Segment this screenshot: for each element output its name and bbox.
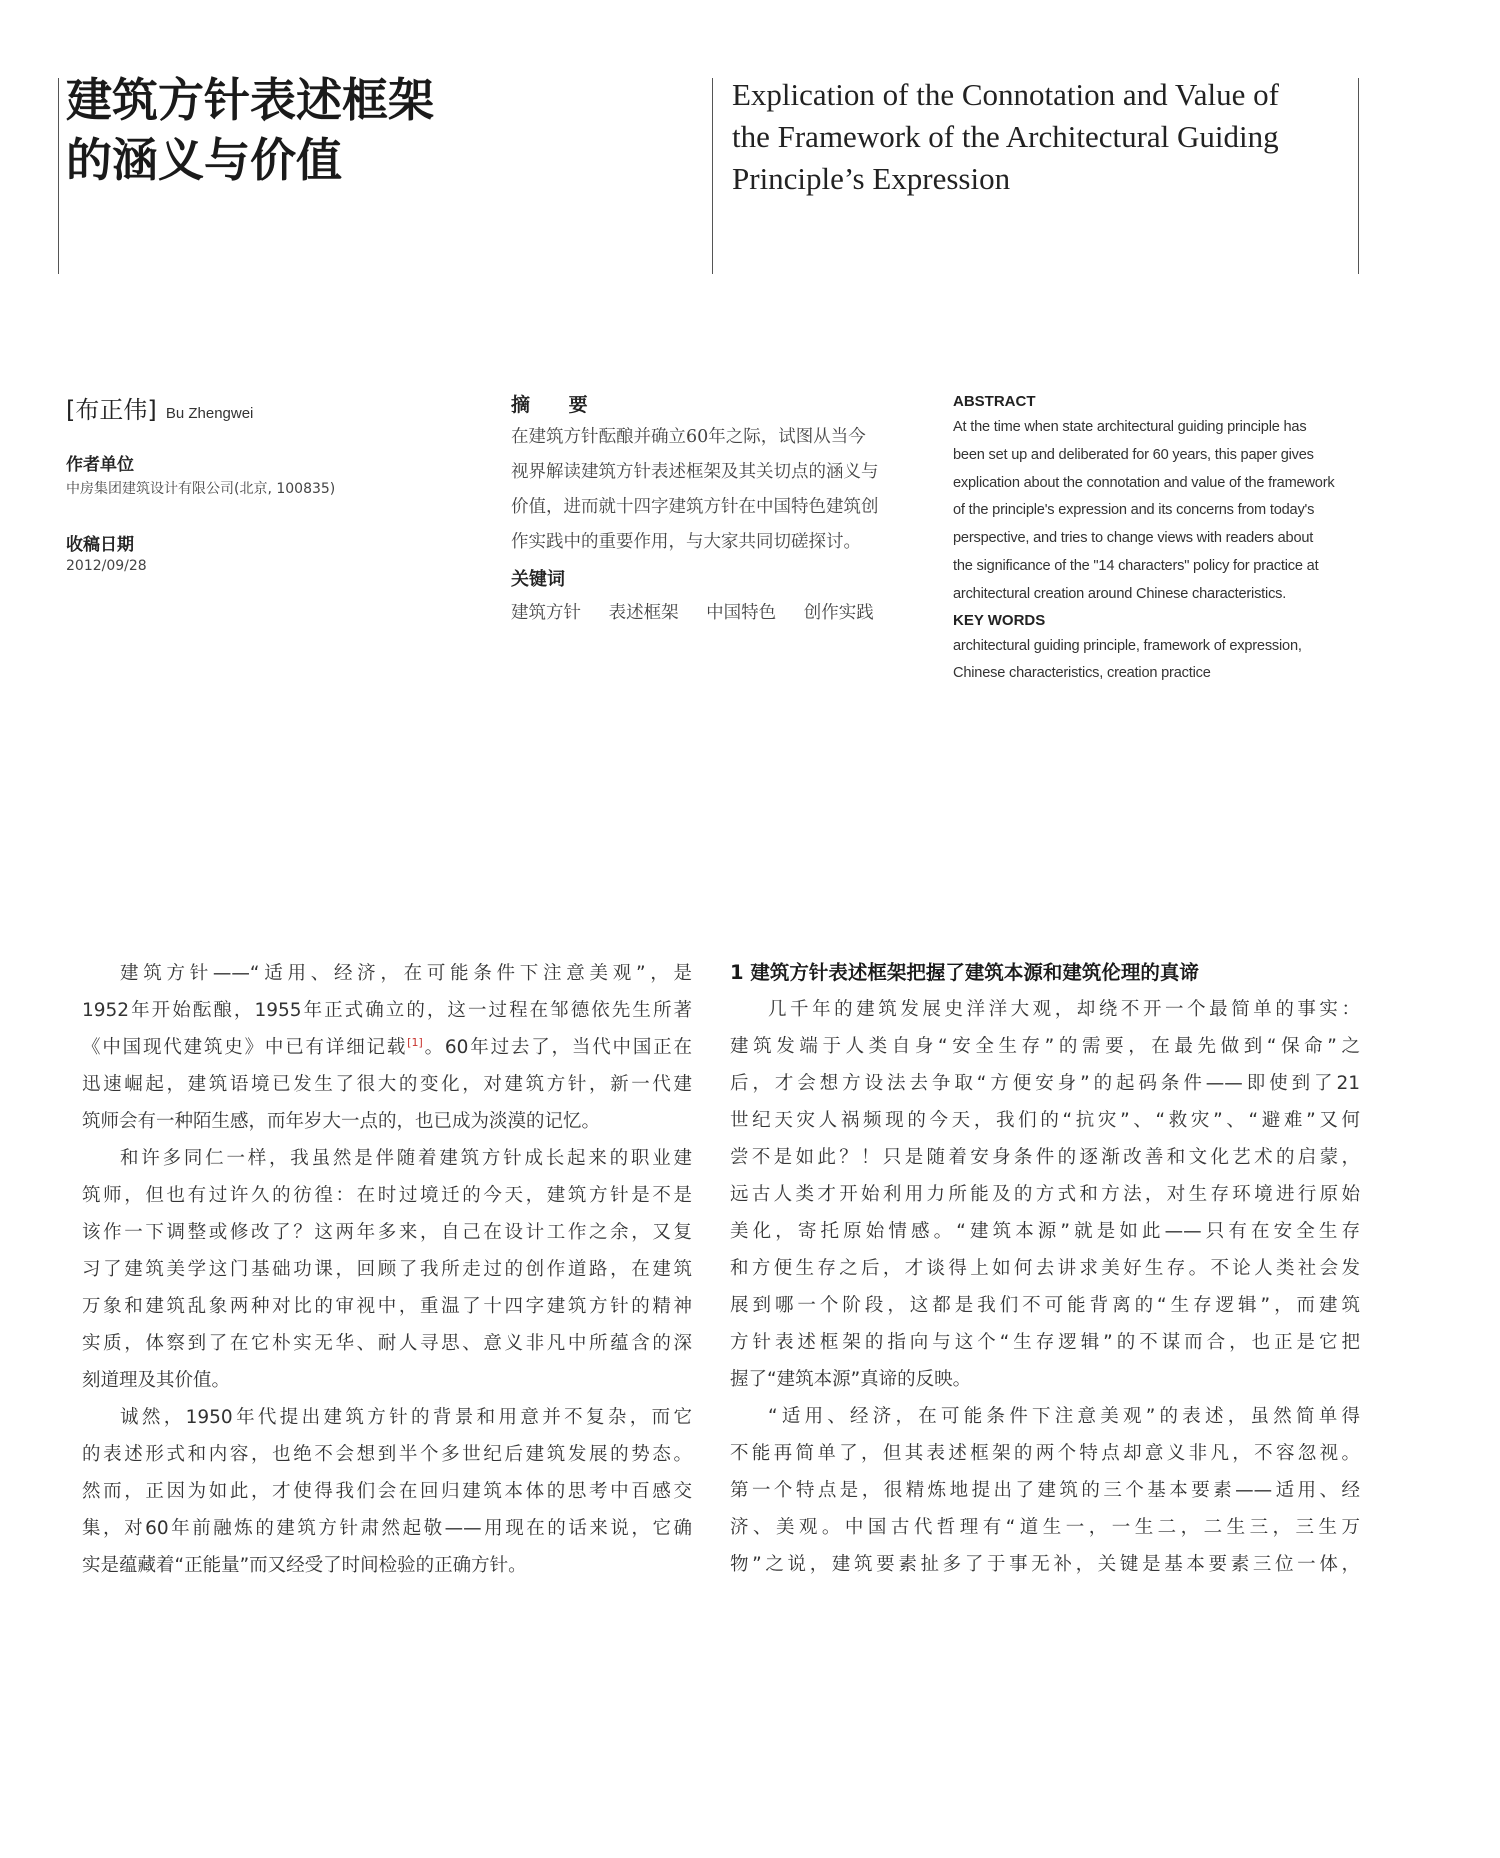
abstract-en-line: At the time when state architectural guiding principle has bbox=[953, 419, 1307, 435]
text-line: 尝不是如此？！只是随着安身条件的逐渐改善和文化艺术的启蒙， bbox=[730, 1147, 1360, 1168]
abstract-english bbox=[953, 390, 1363, 688]
text-line: 然而，正因为如此，才使得我们会在回归建筑本体的思考中百感交 bbox=[82, 1481, 692, 1502]
text-line: 和许多同仁一样，我虽然是伴随着建筑方针成长起来的职业建 bbox=[120, 1148, 692, 1169]
abstract-en-line: perspective, and tries to change views with readers about bbox=[953, 530, 1314, 547]
text-line: “适用、经济，在可能条件下注意美观”的表述，虽然简单得 bbox=[768, 1406, 1360, 1427]
text-line: 集，对60年前融炼的建筑方针肃然起敬——用现在的话来说，它确 bbox=[82, 1518, 692, 1539]
keyword-cn: 创作实践 bbox=[803, 603, 874, 623]
text-line: 物”之说，建筑要素扯多了于事无补，关键是基本要素三位一体， bbox=[730, 1554, 1360, 1575]
title-divider-left bbox=[58, 78, 59, 274]
abstract-chinese bbox=[511, 390, 923, 630]
title-english-line: Principle’s Expression bbox=[732, 161, 1011, 196]
text-segment: 《中国现代建筑史》中已有详细记载 bbox=[82, 1037, 408, 1058]
abstract-en-line: explication about the connotation and value of the framework bbox=[953, 474, 1335, 491]
paragraph bbox=[730, 991, 1360, 1398]
text-line: 筑师会有一种陌生感，而年岁大一点的，也已成为淡漠的记忆。 bbox=[82, 1111, 601, 1132]
text-line: 建筑方针——“适用、经济，在可能条件下注意美观”，是 bbox=[120, 963, 692, 984]
title-chinese bbox=[66, 70, 626, 190]
keyword-cn: 表述框架 bbox=[608, 603, 679, 623]
keyword-cn: 中国特色 bbox=[706, 603, 777, 623]
abstract-cn-body bbox=[511, 420, 923, 560]
paragraph bbox=[730, 1398, 1360, 1583]
title-english-line: the Framework of the Architectural Guiding bbox=[732, 119, 1279, 154]
keywords-en-heading: KEY WORDS bbox=[953, 611, 1046, 629]
text-line: 展到哪一个阶段，这都是我们不可能背离的“生存逻辑”，而建筑 bbox=[730, 1295, 1360, 1316]
text-line: 万象和建筑乱象两种对比的审视中，重温了十四字建筑方针的精神 bbox=[82, 1296, 692, 1317]
abstract-cn-line: 价值，进而就十四字建筑方针在中国特色建筑创 bbox=[511, 497, 879, 517]
keywords-en-line: architectural guiding principle, framework of expression, bbox=[953, 637, 1302, 654]
text-line: 方针表述框架的指向与这个“生存逻辑”的不谋而合，也正是它把 bbox=[730, 1332, 1360, 1353]
keywords-cn bbox=[511, 596, 923, 630]
text-line: 该作一下调整或修改了？这两年多来，自己在设计工作之余，又复 bbox=[82, 1222, 692, 1243]
abstract-cn-line: 作实践中的重要作用，与大家共同切磋探讨。 bbox=[511, 532, 861, 552]
author-name-en: Bu Zhengwei bbox=[165, 405, 254, 422]
text-line: 美化，寄托原始情感。“建筑本源”就是如此——只有在安全生存 bbox=[730, 1221, 1360, 1242]
text-line: 1952年开始酝酿，1955年正式确立的，这一过程在邹德依先生所著 bbox=[82, 1000, 692, 1021]
section-heading: 1 建筑方针表述框架把握了建筑本源和建筑伦理的真谛 bbox=[730, 961, 1199, 984]
text-segment: 。60年过去了，当代中国正在 bbox=[422, 1037, 692, 1058]
text-line: 几千年的建筑发展史洋洋大观，却绕不开一个最简单的事实： bbox=[768, 999, 1360, 1020]
affiliation-value: 中房集团建筑设计有限公司(北京, 100835) bbox=[66, 481, 336, 497]
title-divider-right bbox=[1358, 78, 1359, 274]
text-line: 实质，体察到了在它朴实无华、耐人寻思、意义非凡中所蕴含的深 bbox=[82, 1333, 692, 1354]
abstract-cn-heading: 摘 要 bbox=[511, 394, 604, 416]
abstract-en-line: the significance of the "14 characters" policy for practice at bbox=[953, 557, 1319, 574]
text-line: 筑师，但也有过许久的彷徨：在时过境迁的今天，建筑方针是不是 bbox=[82, 1185, 692, 1206]
text-line: 第一个特点是，很精炼地提出了建筑的三个基本要素——适用、经 bbox=[730, 1480, 1360, 1501]
abstract-en-body bbox=[953, 414, 1363, 609]
keywords-cn-heading: 关键词 bbox=[511, 569, 565, 590]
text-line: 建筑发端于人类自身“安全生存”的需要，在最先做到“保命”之 bbox=[730, 1036, 1360, 1057]
abstract-cn-line: 在建筑方针酝酿并确立60年之际，试图从当今 bbox=[511, 427, 866, 447]
title-english bbox=[732, 74, 1292, 200]
reference-marker[interactable]: [1] bbox=[407, 1035, 423, 1049]
text-line: 实是蕴藏着“正能量”而又经受了时间检验的正确方针。 bbox=[82, 1555, 527, 1576]
text-line: 的表述形式和内容，也绝不会想到半个多世纪后建筑发展的势态。 bbox=[82, 1444, 692, 1465]
text-line: 握了“建筑本源”真谛的反映。 bbox=[730, 1369, 972, 1390]
text-line: 远古人类才开始利用力所能及的方式和方法，对生存环境进行原始 bbox=[730, 1184, 1360, 1205]
text-line: 后，才会想方设法去争取“方便安身”的起码条件——即使到了21 bbox=[730, 1073, 1360, 1094]
title-chinese-line: 建筑方针表述框架 bbox=[66, 73, 434, 127]
text-line: 和方便生存之后，才谈得上如何去讲求美好生存。不论人类社会发 bbox=[730, 1258, 1360, 1279]
received-value: 2012/09/28 bbox=[66, 558, 147, 574]
abstract-en-heading: ABSTRACT bbox=[953, 393, 1036, 410]
keywords-en bbox=[953, 633, 1363, 689]
body-column-left bbox=[82, 955, 692, 1584]
text-line: 刻道理及其价值。 bbox=[82, 1370, 231, 1391]
title-divider-middle bbox=[712, 78, 713, 274]
abstract-cn-line: 视界解读建筑方针表述框架及其关切点的涵义与 bbox=[511, 462, 879, 482]
text-line: 济、美观。中国古代哲理有“道生一，一生二，二生三，三生万 bbox=[730, 1517, 1360, 1538]
paragraph bbox=[82, 1140, 692, 1399]
body-column-right bbox=[730, 955, 1360, 1583]
paragraph bbox=[82, 955, 692, 1140]
abstract-en-line: been set up and deliberated for 60 years, this paper gives bbox=[953, 446, 1314, 463]
affiliation-label: 作者单位 bbox=[66, 455, 134, 475]
text-line: 迅速崛起，建筑语境已发生了很大的变化，对建筑方针，新一代建 bbox=[82, 1074, 692, 1095]
text-line: 习了建筑美学这门基础功课，回顾了我所走过的创作道路，在建筑 bbox=[82, 1259, 692, 1280]
text-line bbox=[82, 1029, 692, 1066]
text-line: 不能再简单了，但其表述框架的两个特点却意义非凡，不容忽视。 bbox=[730, 1443, 1360, 1464]
author bbox=[66, 390, 253, 425]
paragraph bbox=[82, 1399, 692, 1584]
title-english-line: Explication of the Connotation and Value of bbox=[732, 77, 1279, 112]
abstract-en-line: of the principle's expression and its concerns from today's bbox=[953, 502, 1315, 519]
title-chinese-line: 的涵义与价值 bbox=[66, 133, 342, 187]
text-line: 诚然，1950年代提出建筑方针的背景和用意并不复杂，而它 bbox=[120, 1407, 692, 1428]
text-line: 世纪天灾人祸频现的今天，我们的“抗灾”、“救灾”、“避难”又何 bbox=[730, 1110, 1360, 1131]
author-name-cn: [布正伟] bbox=[66, 396, 157, 424]
abstract-en-line: architectural creation around Chinese characteristics. bbox=[953, 585, 1287, 602]
keyword-cn: 建筑方针 bbox=[511, 603, 581, 623]
received-label: 收稿日期 bbox=[66, 535, 134, 555]
keywords-en-line: Chinese characteristics, creation practice bbox=[953, 665, 1211, 682]
